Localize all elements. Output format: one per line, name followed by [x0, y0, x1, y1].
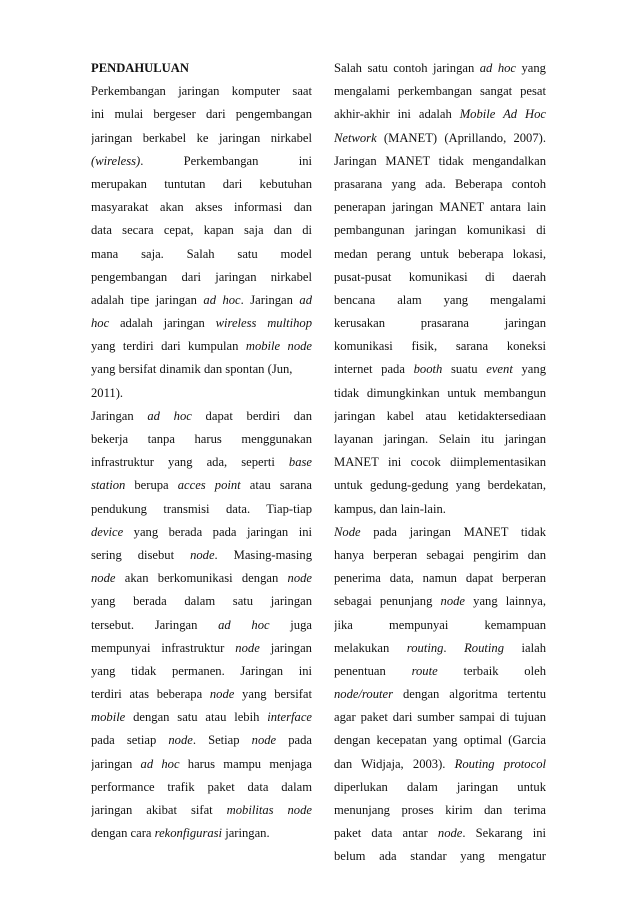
left-column-text-line: jaringan berkabel ke jaringan nirkabel [91, 130, 312, 145]
left-column-text-line: ini mulai bergeser dari pengembangan [91, 107, 312, 122]
left-column [91, 57, 312, 845]
right-column-text-line: belum ada standar yang mengatur [334, 849, 546, 864]
left-column-text-line: mempunyai infrastruktur node jaringan [91, 640, 312, 655]
left-column-text-line: dengan cara rekonfigurasi jaringan. [91, 826, 270, 841]
left-column-text-line: bekerja tanpa harus menggunakan [91, 432, 312, 446]
right-column-text-line: bencana alam yang mengalami [334, 292, 546, 307]
right-column-text-line: jika mempunyai kemampuan [334, 617, 546, 632]
right-column-text-line: Jaringan MANET tidak mengandalkan [334, 153, 546, 168]
left-column-text-line: jaringan ad hoc harus mampu menjaga [91, 756, 312, 771]
left-column-text-line: sering disebut node. Masing-masing [91, 547, 312, 562]
left-column-text-line: yang terdiri dari kumpulan mobile node [91, 339, 312, 354]
right-column-text-line: medan perang untuk beberapa lokasi, [334, 246, 546, 261]
left-column-text-line: yang tidak permanen. Jaringan ini [91, 663, 312, 678]
right-column-text-line: mengalami perkembangan sangat pesat [334, 84, 546, 99]
left-column-text-line: (wireless). Perkembangan ini [91, 153, 312, 168]
section-heading: PENDAHULUAN [91, 61, 189, 75]
right-column-text-line: paket data antar node. Sekarang ini [334, 826, 546, 841]
right-column-text-line: tidak dimungkinkan untuk membangun [334, 385, 546, 400]
left-column-text-line: station berupa acces point atau sarana [91, 478, 312, 493]
left-column-text-line: 2011). [91, 385, 124, 400]
left-column-text-line: Perkembangan jaringan komputer saat [91, 84, 312, 99]
left-column-text-line: performance trafik paket data dalam [91, 779, 312, 794]
right-column-text-line: hanya berperan sebagai pengirim dan [334, 547, 546, 562]
left-column-text-line: node akan berkomunikasi dengan node [91, 571, 312, 586]
left-column-text-line: pada setiap node. Setiap node pada [91, 733, 312, 748]
right-column-text-line: kampus, dan lain-lain. [334, 501, 446, 516]
right-column-text-line: Salah satu contoh jaringan ad hoc yang [334, 61, 546, 75]
left-column-text-line: device yang berada pada jaringan ini [91, 524, 312, 539]
right-column-text-line: pusat-pusat komunikasi di daerah [334, 269, 546, 284]
left-column-text-line: hoc adalah jaringan wireless multihop [91, 316, 312, 331]
left-column-text-line: data secara cepat, kapan saja dan di [91, 223, 312, 238]
right-column-text-line: akhir-akhir ini adalah Mobile Ad Hoc [334, 107, 546, 122]
right-column-text-line: melakukan routing. Routing ialah [334, 640, 546, 655]
right-column-text-line: penerima data, namun dapat berperan [334, 571, 546, 586]
right-column-text-line: penentuan route terbaik oleh [334, 663, 546, 678]
right-column-text-line: untuk gedung-gedung yang berdekatan, [334, 478, 546, 493]
right-column-text-line: Network (MANET) (Aprillando, 2007). [334, 130, 546, 145]
left-column-text-line: jaringan akibat sifat mobilitas node [91, 803, 312, 817]
left-column-text-line: merupakan tuntutan dari kebutuhan [91, 176, 312, 191]
right-column-text-line: penerapan jaringan MANET antara lain [334, 200, 546, 215]
right-column-text-line: sebagai penunjang node yang lainnya, [334, 594, 546, 609]
right-column-text-line: menunjang proses kirim dan terima [334, 803, 546, 817]
right-column-text-line: kerusakan prasarana jaringan [334, 316, 546, 331]
right-column-text-line: MANET ini cocok diimplementasikan [334, 455, 546, 470]
right-column-text-line: Node pada jaringan MANET tidak [334, 524, 546, 539]
right-column-text-line: prasarana yang ada. Beberapa contoh [334, 176, 546, 191]
right-column-text-line: dengan kecepatan yang optimal (Garcia [334, 733, 546, 748]
right-column-text-line: layanan jaringan. Selain itu jaringan [334, 432, 546, 446]
right-column-text-line: komunikasi fisik, sarana koneksi [334, 339, 546, 354]
left-column-text-line: Jaringan ad hoc dapat berdiri dan [91, 408, 312, 423]
left-column-text-line: mobile dengan satu atau lebih interface [91, 710, 312, 725]
right-column-text-line: jaringan kabel atau ketidaktersediaan [334, 408, 546, 423]
left-column-text-line: masyarakat akan akses informasi dan [91, 200, 312, 215]
left-column-text-line: infrastruktur yang ada, seperti base [91, 455, 312, 470]
right-column-text-line: pembangunan jaringan komunikasi di [334, 223, 546, 238]
right-column-text-line: internet pada booth suatu event yang [334, 362, 546, 377]
left-column-text-line: terdiri atas beberapa node yang bersifat [91, 687, 312, 702]
left-column-text-line: pendukung transmisi data. Tiap-tiap [91, 501, 312, 516]
left-column-text-line: pengembangan dari jaringan nirkabel [91, 269, 312, 284]
left-column-text-line: yang bersifat dinamik dan spontan (Jun, [91, 362, 293, 377]
left-column-text-line: tersebut. Jaringan ad hoc juga [91, 617, 312, 632]
right-column [334, 57, 546, 869]
left-column-text-line: adalah tipe jaringan ad hoc. Jaringan ad [91, 292, 312, 307]
right-column-text-line: diperlukan dalam jaringan untuk [334, 779, 546, 794]
left-column-text-line: mana saja. Salah satu model [91, 246, 312, 261]
left-column-text-line: yang berada dalam satu jaringan [91, 594, 312, 609]
right-column-text-line: agar paket dari sumber sampai di tujuan [334, 710, 546, 725]
right-column-text-line: dan Widjaja, 2003). Routing protocol [334, 756, 546, 771]
right-column-text-line: node/router dengan algoritma tertentu [334, 687, 546, 702]
